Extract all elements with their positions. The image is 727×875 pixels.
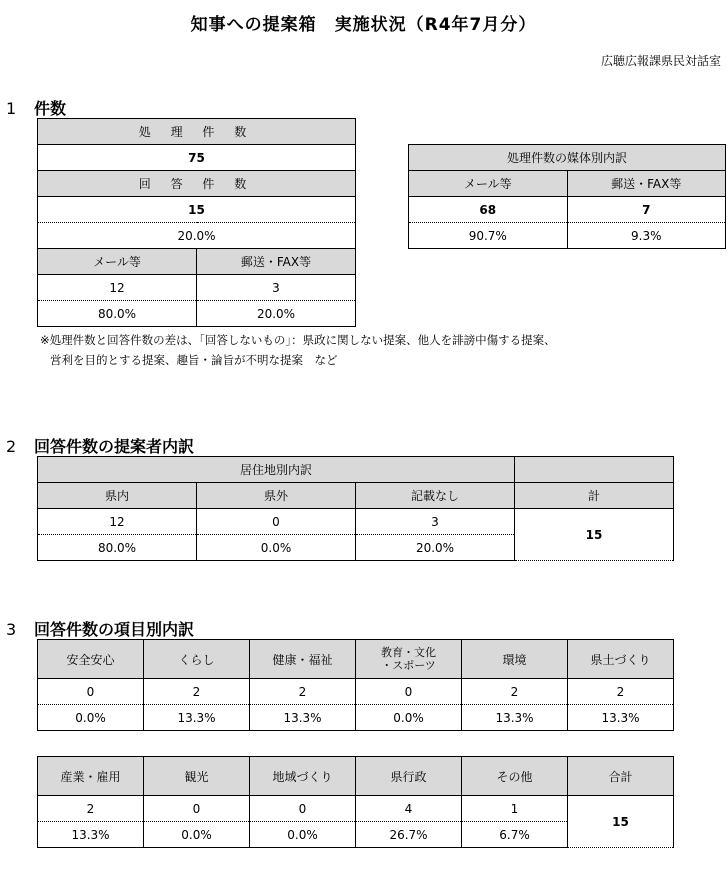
section-number: 2 [6,437,17,456]
rate-cell: 0.0% [144,822,250,848]
media-post-label: 郵送・FAX等 [567,171,726,197]
answered-post-value: 3 [197,275,356,301]
count-cell: 0 [38,679,144,705]
count-table [37,118,356,327]
rate-cell: 13.3% [38,822,144,848]
count-cell: 0 [197,509,356,535]
rate-cell: 13.3% [568,705,674,731]
note [40,330,556,370]
rate-cell: 0.0% [250,822,356,848]
media-table-title: 処理件数の媒体別内訳 [409,145,726,171]
grand-total-value: 15 [568,796,674,848]
category-header: 環境 [462,640,568,679]
category-header: 県土づくり [568,640,674,679]
department-name: 広聴広報課県民対話室 [600,54,721,68]
media-mail-label: メール等 [409,171,568,197]
proposer-table [37,456,674,561]
total-value: 15 [515,509,674,561]
column-header: 記載なし [356,483,515,509]
rate-cell: 6.7% [462,822,568,848]
answered-post-label: 郵送・FAX等 [197,249,356,275]
rate-cell: 26.7% [356,822,462,848]
category-table-1 [37,639,674,731]
answered-rate: 20.0% [38,223,356,249]
rate-cell: 80.0% [38,535,197,561]
section-2-heading [6,434,194,457]
category-header: 地域づくり [250,757,356,796]
section-title: 件数 [34,99,67,118]
total-label: 計 [515,483,674,509]
category-header: 安全安心 [38,640,144,679]
rate-cell: 13.3% [250,705,356,731]
rate-cell: 0.0% [38,705,144,731]
category-header: 教育・文化 ・スポーツ [356,640,462,679]
rate-cell: 13.3% [144,705,250,731]
category-header: 観光 [144,757,250,796]
answered-post-rate: 20.0% [197,301,356,327]
count-cell: 2 [568,679,674,705]
media-table [408,144,726,249]
count-cell: 2 [462,679,568,705]
count-cell: 2 [38,796,144,822]
section-3-heading [6,617,194,640]
section-title: 回答件数の項目別内訳 [34,620,195,639]
rate-cell: 13.3% [462,705,568,731]
media-post-value: 7 [567,197,726,223]
media-mail-value: 68 [409,197,568,223]
category-header: くらし [144,640,250,679]
count-cell: 2 [144,679,250,705]
category-header: 産業・雇用 [38,757,144,796]
processed-label: 処 理 件 数 [38,119,356,145]
count-cell: 4 [356,796,462,822]
column-header: 県内 [38,483,197,509]
answered-mail-label: メール等 [38,249,197,275]
answered-label: 回 答 件 数 [38,171,356,197]
grand-total-label: 合計 [568,757,674,796]
category-header: その他 [462,757,568,796]
count-cell: 1 [462,796,568,822]
answered-mail-rate: 80.0% [38,301,197,327]
answered-mail-value: 12 [38,275,197,301]
count-cell: 0 [250,796,356,822]
media-mail-rate: 90.7% [409,223,568,249]
count-cell: 2 [250,679,356,705]
blank-header [515,457,674,483]
page-title: 知事への提案箱 実施状況（R4年7月分） [190,15,537,35]
note-line-2: 営利を目的とする提案、趣旨・論旨が不明な提案 など [50,353,338,367]
note-line-1: ※処理件数と回答件数の差は、「回答しないもの」：県政に関しない提案、他人を誹謗中傷する提案、 [40,333,556,347]
section-number: 3 [6,620,17,639]
answered-value: 15 [38,197,356,223]
count-cell: 0 [144,796,250,822]
category-header: 県行政 [356,757,462,796]
rate-cell: 0.0% [197,535,356,561]
count-cell: 0 [356,679,462,705]
column-header: 県外 [197,483,356,509]
section-number: 1 [6,99,17,118]
count-cell: 12 [38,509,197,535]
residence-group-header: 居住地別内訳 [38,457,515,483]
rate-cell: 20.0% [356,535,515,561]
count-cell: 3 [356,509,515,535]
category-table-2 [37,756,674,848]
processed-value: 75 [38,145,356,171]
category-header: 健康・福祉 [250,640,356,679]
rate-cell: 0.0% [356,705,462,731]
section-1-heading [6,96,66,119]
media-post-rate: 9.3% [567,223,726,249]
section-title: 回答件数の提案者内訳 [34,437,195,456]
